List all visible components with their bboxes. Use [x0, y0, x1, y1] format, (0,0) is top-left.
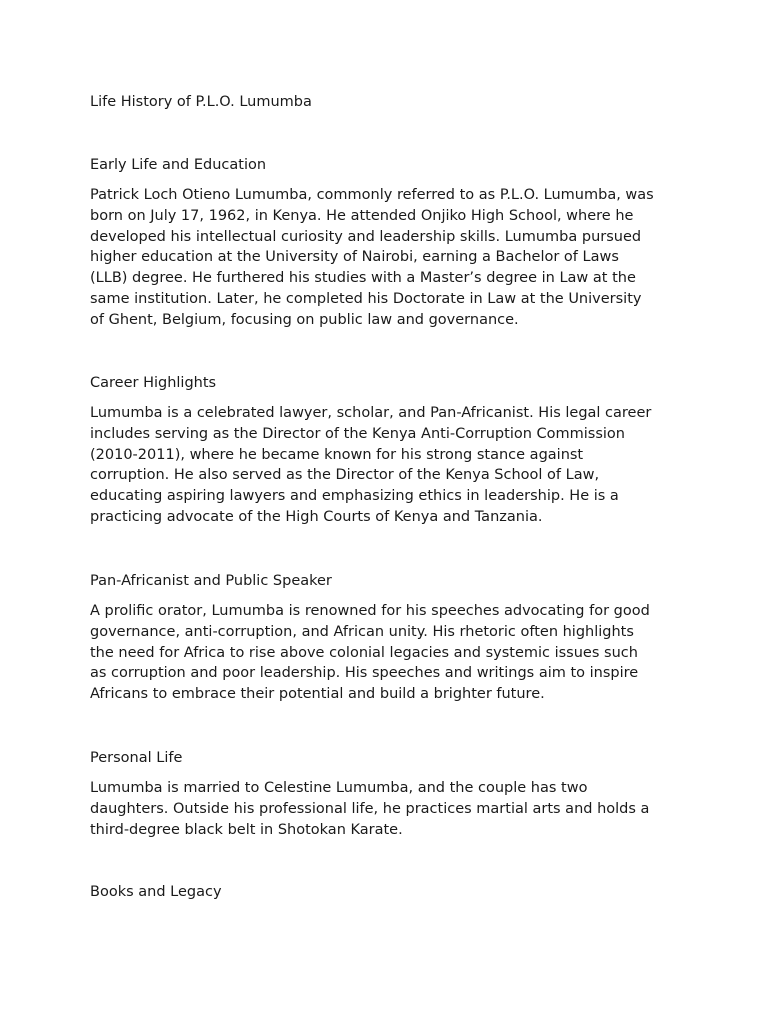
paragraph-line: practicing advocate of the High Courts of Kenya and Tanzania. — [90, 508, 543, 525]
section-heading-career: Career Highlights — [90, 375, 217, 391]
section-body-career — [90, 403, 686, 528]
paragraph-line: A prolific orator, Lumumba is renowned for his speeches advocating for good — [90, 603, 650, 619]
paragraph-line: Patrick Loch Otieno Lumumba, commonly referred to as P.L.O. Lumumba, was — [90, 187, 654, 203]
paragraph-line: (LLB) degree. He furthered his studies with a Master’s degree in Law at the — [90, 270, 636, 287]
paragraph-line: the need for Africa to rise above colonial legacies and systemic issues such — [90, 644, 638, 661]
section-heading-personal-life: Personal Life — [90, 750, 183, 766]
paragraph-line: born on July 17, 1962, in Kenya. He attended Onjiko High School, where he — [90, 207, 634, 224]
paragraph-line: daughters. Outside his professional life, he practices martial arts and holds a — [90, 800, 650, 817]
section-body-personal-life — [90, 778, 686, 840]
section-body-early-life — [90, 185, 686, 331]
paragraph-line: includes serving as the Director of the Kenya Anti-Corruption Commission — [90, 425, 625, 442]
paragraph-line: corruption. He also served as the Director of the Kenya School of Law, — [90, 467, 600, 484]
paragraph-line: third-degree black belt in Shotokan Karate. — [90, 821, 403, 838]
document-title: Life History of P.L.O. Lumumba — [90, 94, 312, 110]
paragraph-line: as corruption and poor leadership. His speeches and writings aim to inspire — [90, 665, 639, 682]
section-heading-early-life: Early Life and Education — [90, 157, 267, 173]
paragraph-line: Lumumba is a celebrated lawyer, scholar, and Pan-Africanist. His legal career — [90, 405, 652, 421]
paragraph-line: developed his intellectual curiosity and leadership skills. Lumumba pursued — [90, 228, 642, 245]
paragraph-line: of Ghent, Belgium, focusing on public law and governance. — [90, 311, 519, 328]
section-heading-pan-africanist: Pan-Africanist and Public Speaker — [90, 573, 332, 589]
paragraph-line: Lumumba is married to Celestine Lumumba, and the couple has two — [90, 780, 588, 796]
paragraph-line: same institution. Later, he completed his Doctorate in Law at the University — [90, 290, 642, 307]
paragraph-line: governance, anti-corruption, and African unity. His rhetoric often highlights — [90, 623, 634, 640]
paragraph-line: (2010-2011), where he became known for his strong stance against — [90, 446, 584, 463]
section-heading-books-legacy: Books and Legacy — [90, 884, 222, 900]
paragraph-line: Africans to embrace their potential and build a brighter future. — [90, 686, 545, 703]
paragraph-line: educating aspiring lawyers and emphasizing ethics in leadership. He is a — [90, 488, 619, 505]
paragraph-line: higher education at the University of Nairobi, earning a Bachelor of Laws — [90, 249, 619, 266]
section-body-pan-africanist — [90, 601, 686, 705]
